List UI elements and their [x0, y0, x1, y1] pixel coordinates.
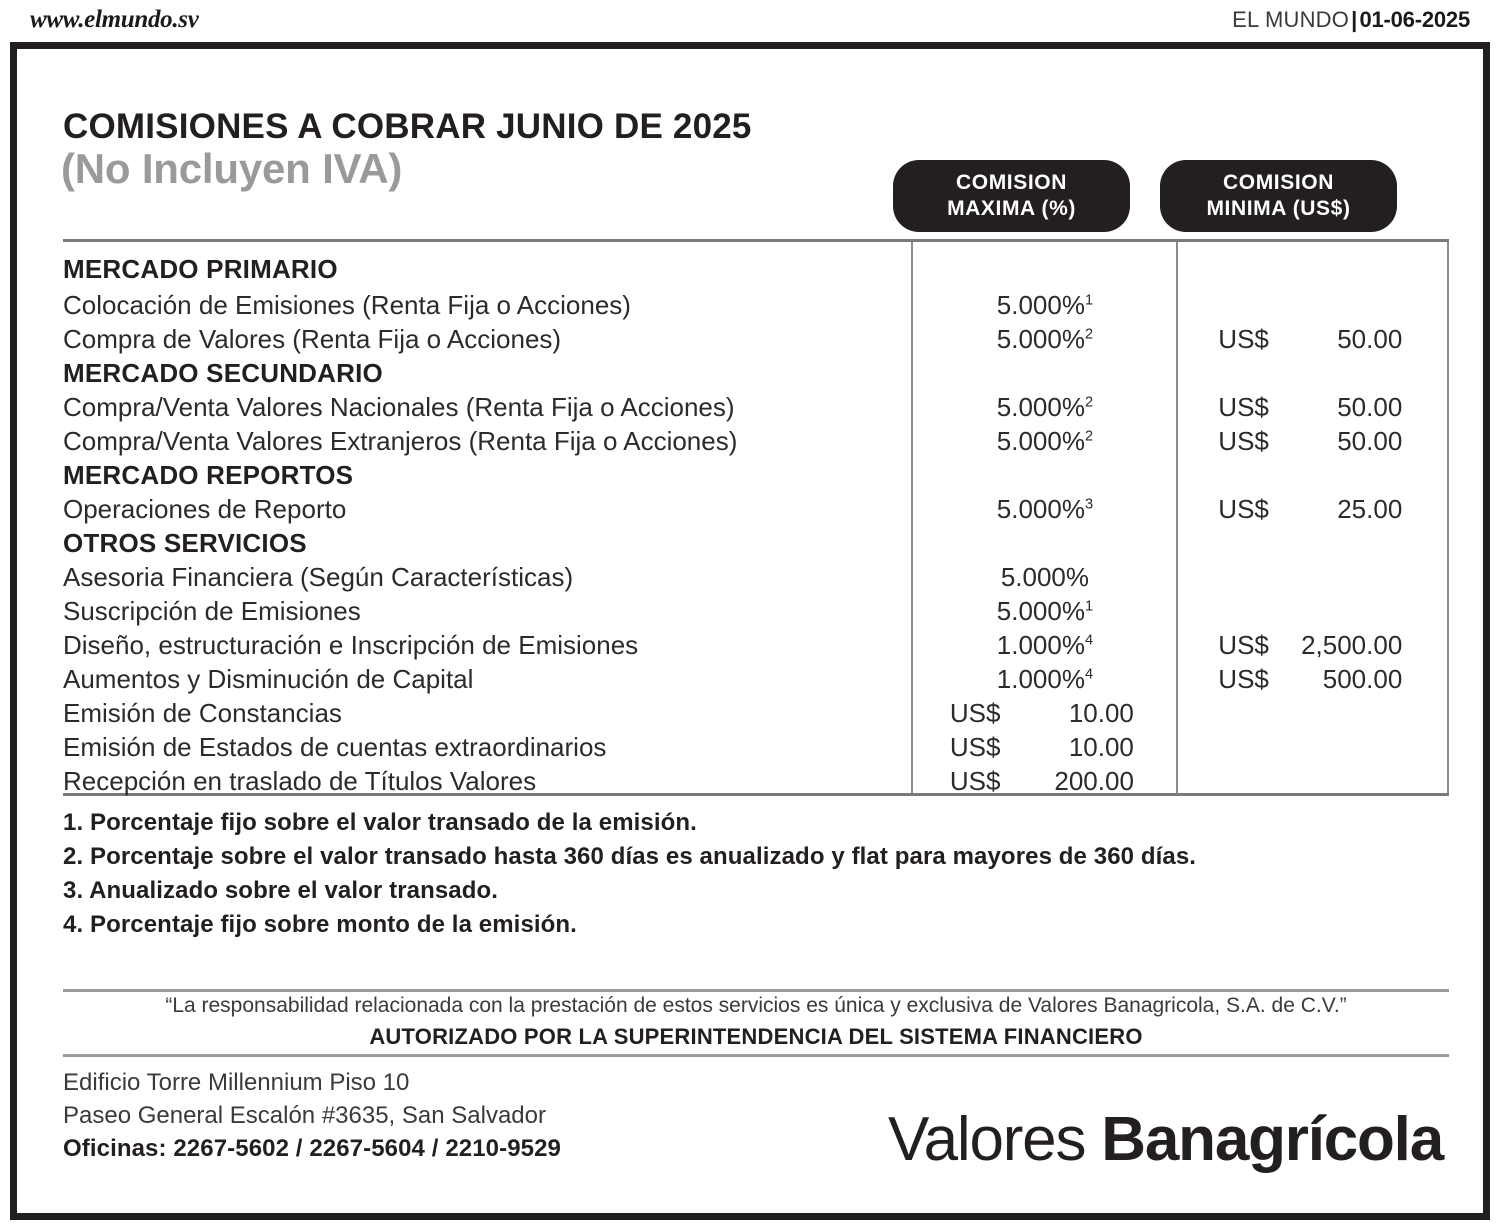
address-line-1: Edificio Torre Millennium Piso 10: [63, 1069, 410, 1096]
divider-above-disclaimer: [63, 989, 1449, 992]
company-logo-wordmark: [888, 1104, 1443, 1175]
commission-max-value: 5.000%$^1$: [996, 289, 1094, 320]
commissions-table-wrapper: [63, 239, 1449, 796]
footnotes-list: [63, 806, 1453, 942]
service-name: Compra/Venta Valores Nacionales (Renta Fija o Acciones): [63, 391, 735, 422]
commission-max-value: [912, 356, 1177, 390]
brand-word-valores: Valores: [888, 1105, 1102, 1174]
service-name: Colocación de Emisiones (Renta Fija o Acciones): [63, 289, 631, 320]
service-name: Emisión de Constancias: [63, 697, 342, 728]
commissions-table: [63, 242, 1449, 798]
table-section-row: [63, 526, 1449, 560]
newspaper-website: www.elmundo.sv: [30, 6, 199, 33]
commission-max-value: US$ 200.00: [949, 765, 1134, 796]
responsibility-disclaimer: “La responsabilidad relacionada con la prestación de estos servicios es única y exclusiva de Valores Banagricola, S.A. de C.V.”: [165, 994, 1347, 1017]
commission-min-value: US$ 25.00: [1218, 493, 1403, 524]
commission-min-value: [1178, 242, 1449, 288]
publication-name: EL MUNDO: [1232, 7, 1350, 32]
column-header-comision-minima: [1160, 160, 1397, 232]
commission-min-value: [1178, 356, 1449, 390]
commission-min-value: [1178, 696, 1449, 730]
advertisement-frame: [10, 42, 1490, 1220]
brand-word-banagricola: Banagrícola: [1101, 1105, 1443, 1174]
office-phone-numbers: Oficinas: 2267-5602 / 2267-5604 / 2210-9529: [63, 1134, 561, 1162]
commission-min-value: [1178, 730, 1449, 764]
column-header-comision-maxima: [893, 160, 1130, 232]
page-title: COMISIONES A COBRAR JUNIO DE 2025: [63, 107, 752, 146]
table-row: [63, 560, 1449, 594]
slug-separator: |: [1351, 7, 1358, 32]
footnote-3: 3. Anualizado sobre el valor transado.: [63, 877, 499, 905]
table-row: [63, 390, 1449, 424]
newspaper-masthead: [1232, 7, 1470, 33]
commission-max-value: US$ 10.00: [949, 731, 1134, 762]
service-name: Emisión de Estados de cuentas extraordinarios: [63, 731, 607, 762]
commission-max-value: [912, 242, 1177, 288]
address-line-2: Paseo General Escalón #3635, San Salvador: [63, 1101, 546, 1129]
service-name: Compra de Valores (Renta Fija o Acciones): [63, 323, 562, 354]
table-right-edge: [1447, 242, 1449, 793]
table-row: [63, 764, 1449, 798]
service-name: Operaciones de Reporto: [63, 493, 347, 524]
commission-min-value: [1178, 594, 1449, 628]
commission-max-value: 5.000%$^2$: [996, 323, 1094, 354]
column-header-max-line1: COMISION: [956, 170, 1067, 194]
company-address-block: [63, 1067, 561, 1166]
commission-min-value: [1178, 288, 1449, 322]
column-header-min-line1: COMISION: [1223, 170, 1334, 194]
commission-max-value: 5.000%$^2$: [996, 425, 1094, 456]
advertisement-content: [17, 49, 1483, 1213]
commission-min-value: [1178, 526, 1449, 560]
service-name: Diseño, estructuración e Inscripción de Emisiones: [63, 629, 639, 660]
table-column-divider-2: [1176, 242, 1178, 793]
column-header-min-line2: MINIMA (US$): [1206, 197, 1351, 220]
footnote-2: 2. Porcentaje sobre el valor transado hasta 360 días es anualizado y flat para mayores de 360 días.: [63, 843, 1197, 871]
service-name: Suscripción de Emisiones: [63, 595, 361, 626]
commission-min-value: [1178, 560, 1449, 594]
newspaper-slug-bar: [0, 0, 1500, 40]
commission-max-value: 5.000%$^3$: [996, 493, 1094, 524]
commission-min-value: [1178, 458, 1449, 492]
section-heading: MERCADO PRIMARIO: [63, 253, 338, 284]
divider-above-footer: [63, 1054, 1449, 1057]
table-section-row: [63, 242, 1449, 288]
commission-max-value: 5.000%: [1000, 561, 1089, 592]
service-name: Compra/Venta Valores Extranjeros (Renta Fija o Acciones): [63, 425, 738, 456]
table-row: [63, 628, 1449, 662]
commission-min-value: US$ 50.00: [1218, 425, 1403, 456]
commission-max-value: 1.000%$^4$: [996, 663, 1094, 694]
table-row: [63, 696, 1449, 730]
commission-max-value: 5.000%$^2$: [996, 391, 1094, 422]
service-name: Asesoria Financiera (Según Características): [63, 561, 574, 592]
table-row: [63, 662, 1449, 696]
section-heading: OTROS SERVICIOS: [63, 527, 307, 558]
table-row: [63, 730, 1449, 764]
commission-max-value: [912, 458, 1177, 492]
table-section-row: [63, 458, 1449, 492]
commission-max-value: 1.000%$^4$: [996, 629, 1094, 660]
commission-min-value: [1178, 764, 1449, 798]
table-section-row: [63, 356, 1449, 390]
footnote-1: 1. Porcentaje fijo sobre el valor transado de la emisión.: [63, 809, 697, 836]
commission-max-value: 5.000%$^1$: [996, 595, 1094, 626]
publication-date: 01-06-2025: [1359, 7, 1470, 32]
commission-max-value: US$ 10.00: [949, 697, 1134, 728]
column-header-max-line2: MAXIMA (%): [947, 197, 1076, 220]
page-subtitle: (No Incluyen IVA): [61, 145, 403, 192]
service-name: Aumentos y Disminución de Capital: [63, 663, 474, 694]
section-heading: MERCADO SECUNDARIO: [63, 357, 383, 388]
section-heading: MERCADO REPORTOS: [63, 459, 354, 490]
table-row: [63, 288, 1449, 322]
service-name: Recepción en traslado de Títulos Valores: [63, 765, 537, 796]
commission-min-value: US$ 500.00: [1218, 663, 1403, 694]
table-row: [63, 492, 1449, 526]
authorization-statement: AUTORIZADO POR LA SUPERINTENDENCIA DEL SISTEMA FINANCIERO: [369, 1024, 1143, 1049]
commission-min-value: US$ 2,500.00: [1218, 629, 1403, 660]
commission-min-value: US$ 50.00: [1218, 323, 1403, 354]
table-row: [63, 594, 1449, 628]
commission-max-value: [912, 526, 1177, 560]
footnote-4: 4. Porcentaje fijo sobre monto de la emisión.: [63, 911, 577, 939]
commission-min-value: US$ 50.00: [1218, 391, 1403, 422]
table-row: [63, 424, 1449, 458]
table-row: [63, 322, 1449, 356]
table-column-divider-1: [911, 242, 913, 793]
